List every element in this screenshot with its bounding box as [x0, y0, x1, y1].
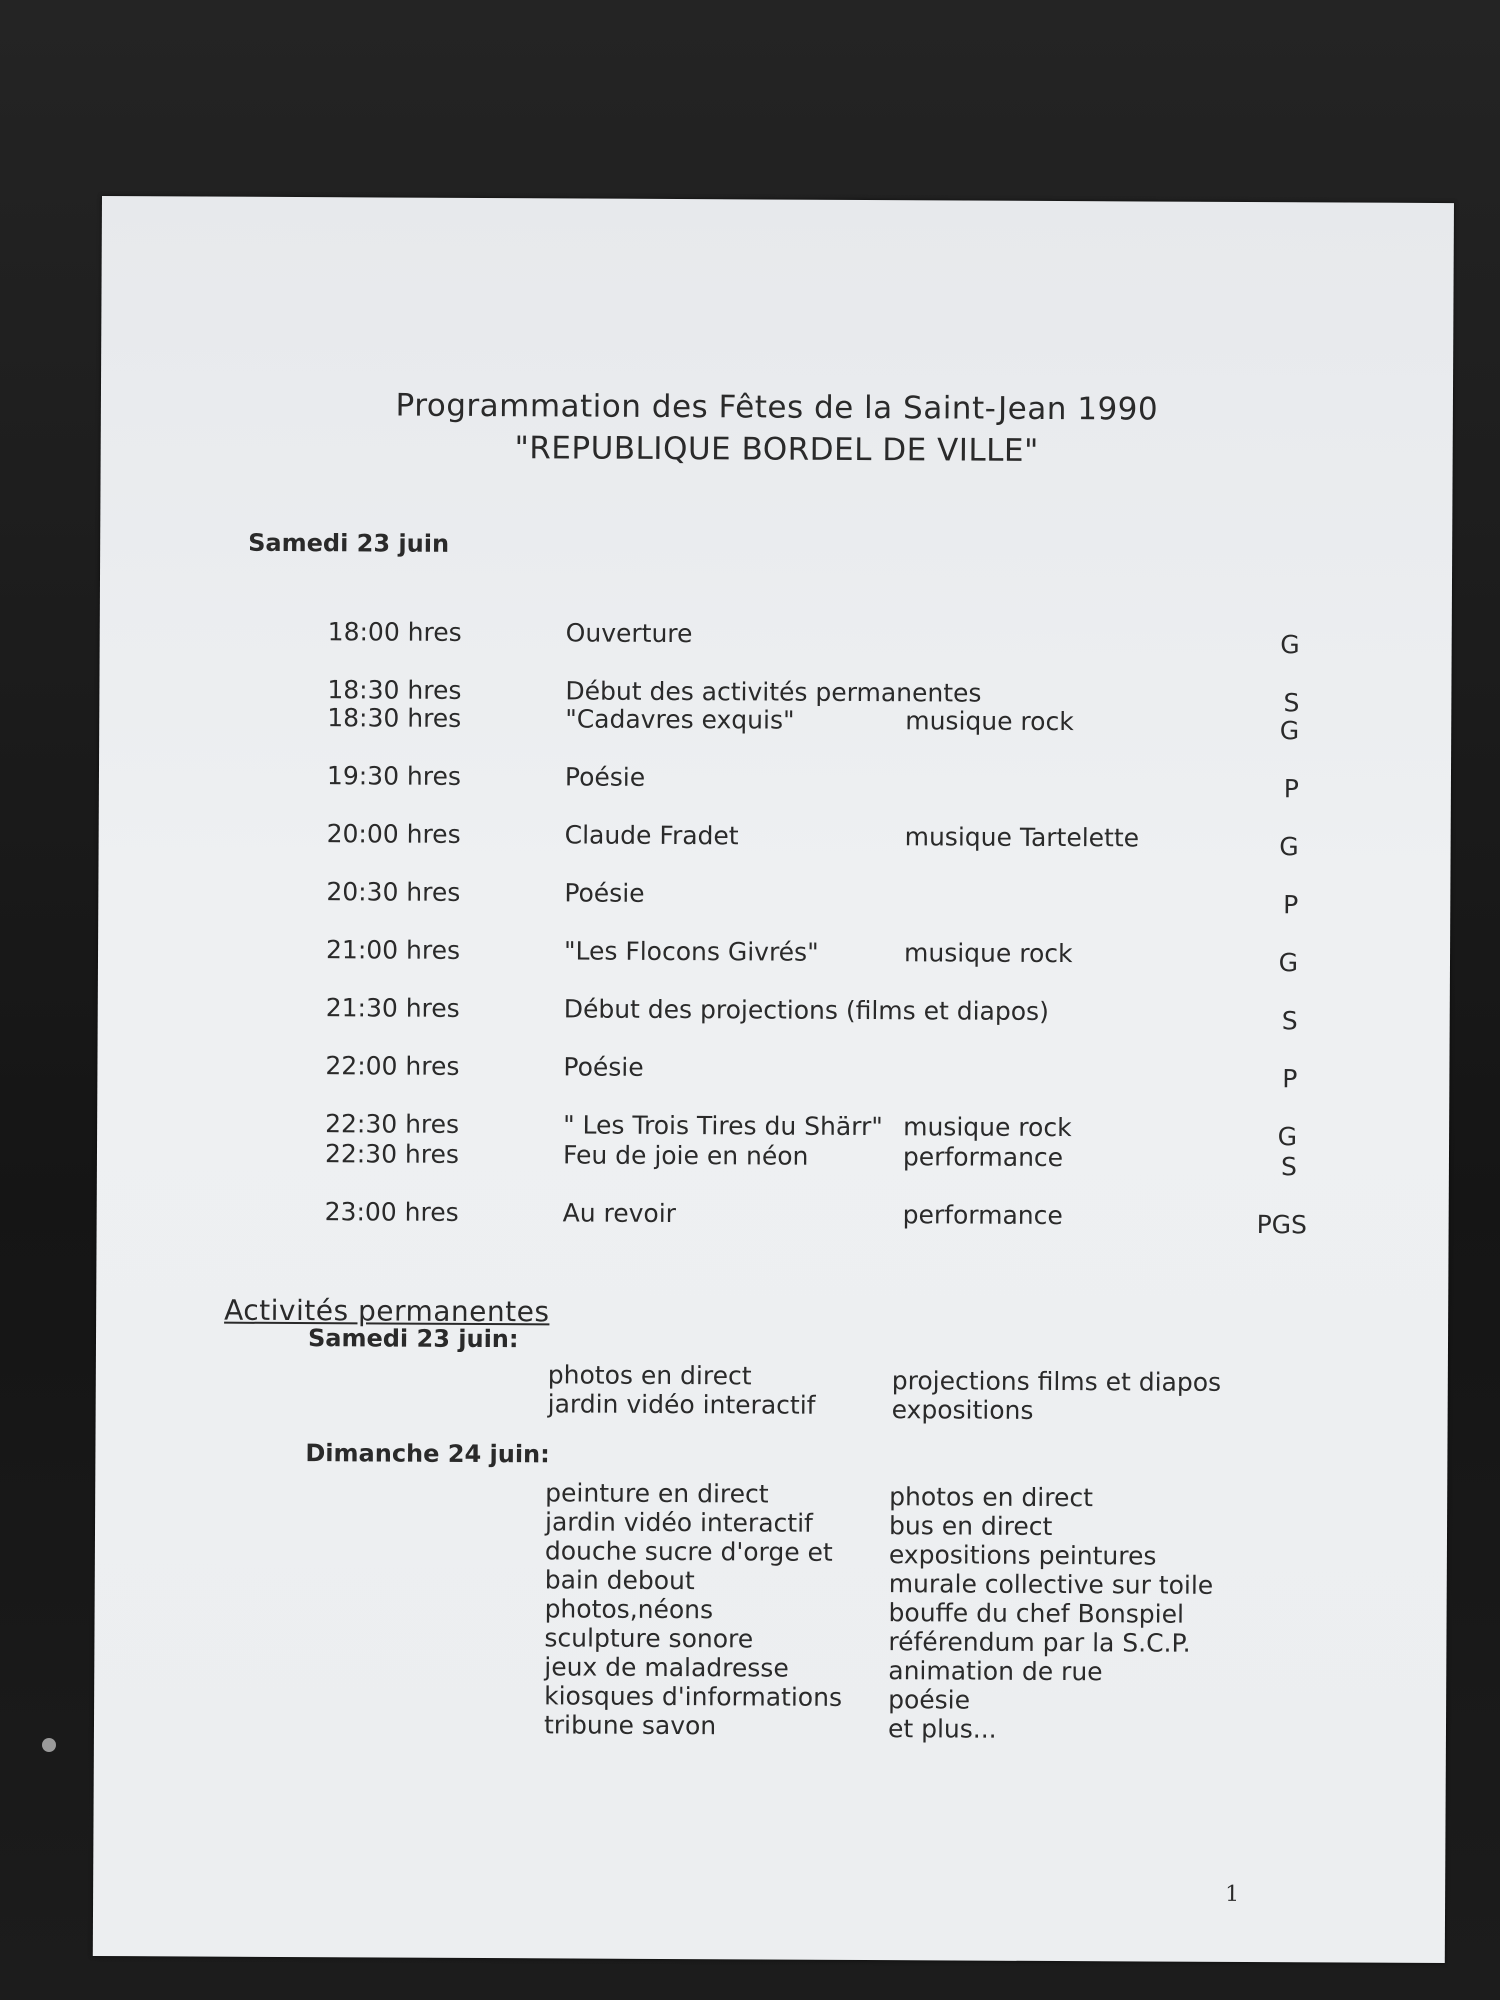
schedule-genre: musique rock — [905, 706, 1074, 737]
schedule-event: Poésie — [564, 762, 646, 792]
schedule-genre: musique Tartelette — [904, 822, 1140, 853]
schedule-event: Au revoir — [562, 1198, 677, 1229]
schedule-event: Claude Fradet — [564, 820, 739, 851]
schedule-row — [98, 934, 1450, 978]
saturday-activities-left — [548, 1360, 816, 1419]
day-heading: Samedi 23 juin — [248, 528, 450, 558]
schedule-time: 23:00 hres — [324, 1197, 459, 1227]
activity-item: jardin vidéo interactif — [547, 1389, 816, 1420]
document-page — [93, 196, 1454, 1963]
schedule-time: 20:30 hres — [326, 877, 461, 907]
schedule-code: G — [1277, 1122, 1298, 1152]
activity-item: expositions peintures — [888, 1540, 1157, 1571]
activity-item: référendum par la S.C.P. — [888, 1627, 1191, 1658]
activity-item: kiosques d'informations — [544, 1681, 843, 1712]
schedule-row — [98, 876, 1450, 920]
schedule-genre: musique rock — [903, 938, 1073, 969]
schedule-code: PGS — [1256, 1210, 1308, 1240]
schedule-event: Début des activités permanentes — [565, 676, 982, 708]
schedule-event: Début des projections (films et diapos) — [563, 994, 1049, 1026]
activity-item: poésie — [888, 1685, 971, 1715]
schedule-code: P — [1283, 774, 1299, 804]
schedule-time: 18:30 hres — [327, 703, 462, 733]
schedule-time: 22:00 hres — [325, 1051, 460, 1081]
activity-item: bouffe du chef Bonspiel — [888, 1598, 1185, 1629]
schedule-time: 21:00 hres — [325, 935, 461, 965]
schedule-code: G — [1279, 716, 1300, 746]
schedule-time: 21:30 hres — [325, 993, 460, 1023]
schedule-event: Poésie — [564, 878, 645, 908]
paper-punch-hole — [42, 1738, 56, 1752]
schedule-code: P — [1282, 1064, 1298, 1094]
schedule-time: 18:30 hres — [327, 675, 462, 705]
schedule-code: S — [1281, 1006, 1298, 1036]
schedule-time: 20:00 hres — [326, 819, 461, 849]
schedule-event: Poésie — [563, 1052, 644, 1082]
schedule-time: 22:30 hres — [325, 1109, 460, 1139]
schedule-row — [97, 1138, 1449, 1182]
page-number: 1 — [1225, 1881, 1240, 1907]
activity-item: photos,néons — [544, 1594, 714, 1625]
schedule-code: G — [1278, 948, 1299, 978]
activity-item: jardin vidéo interactif — [544, 1507, 813, 1538]
document-title: Programmation des Fêtes de la Saint-Jean 1990 — [395, 387, 1159, 428]
activity-item: tribune savon — [543, 1710, 717, 1741]
schedule-time: 18:00 hres — [327, 617, 462, 647]
activity-item: projections films et diapos — [891, 1366, 1222, 1397]
schedule-code: G — [1279, 832, 1299, 862]
schedule-row — [99, 702, 1451, 746]
schedule-row — [99, 760, 1451, 804]
activity-item: photos en direct — [547, 1360, 752, 1391]
schedule-code: S — [1280, 1152, 1298, 1182]
schedule-row — [100, 616, 1452, 660]
sunday-label: Dimanche 24 juin: — [305, 1439, 550, 1469]
activity-item: murale collective sur toile — [888, 1569, 1214, 1600]
saturday-activities-right — [892, 1366, 1222, 1426]
schedule-time: 22:30 hres — [324, 1139, 460, 1169]
activity-item: douche sucre d'orge et — [544, 1536, 833, 1567]
schedule-event: "Cadavres exquis" — [565, 704, 795, 735]
schedule-genre: performance — [902, 1200, 1063, 1231]
activity-item: bus en direct — [888, 1511, 1053, 1541]
activity-item: animation de rue — [888, 1656, 1103, 1687]
activity-item: et plus... — [887, 1714, 997, 1744]
schedule-event: Ouverture — [565, 618, 693, 649]
sunday-activities-right — [888, 1482, 1214, 1745]
sunday-activities-left — [544, 1478, 843, 1741]
schedule-genre: performance — [902, 1142, 1064, 1173]
schedule-row — [97, 1050, 1449, 1094]
activity-item: peinture en direct — [545, 1478, 769, 1509]
schedule-event: Feu de joie en néon — [562, 1140, 809, 1171]
activity-item: expositions — [891, 1395, 1034, 1425]
document-subtitle: "REPUBLIQUE BORDEL DE VILLE" — [514, 430, 1039, 469]
schedule-code: G — [1280, 630, 1300, 660]
schedule-code: P — [1283, 890, 1299, 920]
activity-item: sculpture sonore — [544, 1623, 754, 1654]
activity-item: bain debout — [544, 1565, 695, 1596]
section-title: Activités permanentes — [224, 1293, 550, 1329]
schedule-event: " Les Trois Tires du Shärr" — [563, 1110, 883, 1142]
schedule-genre: musique rock — [903, 1112, 1072, 1143]
schedule-row — [97, 1196, 1449, 1240]
schedule-row — [98, 992, 1450, 1036]
schedule-code: S — [1283, 688, 1300, 718]
schedule-time: 19:30 hres — [326, 761, 462, 791]
schedule-row — [99, 818, 1451, 862]
schedule-event: "Les Flocons Givrés" — [563, 936, 819, 967]
activity-item: jeux de maladresse — [544, 1652, 789, 1683]
saturday-label: Samedi 23 juin: — [307, 1324, 519, 1354]
activity-item: photos en direct — [889, 1482, 1094, 1513]
